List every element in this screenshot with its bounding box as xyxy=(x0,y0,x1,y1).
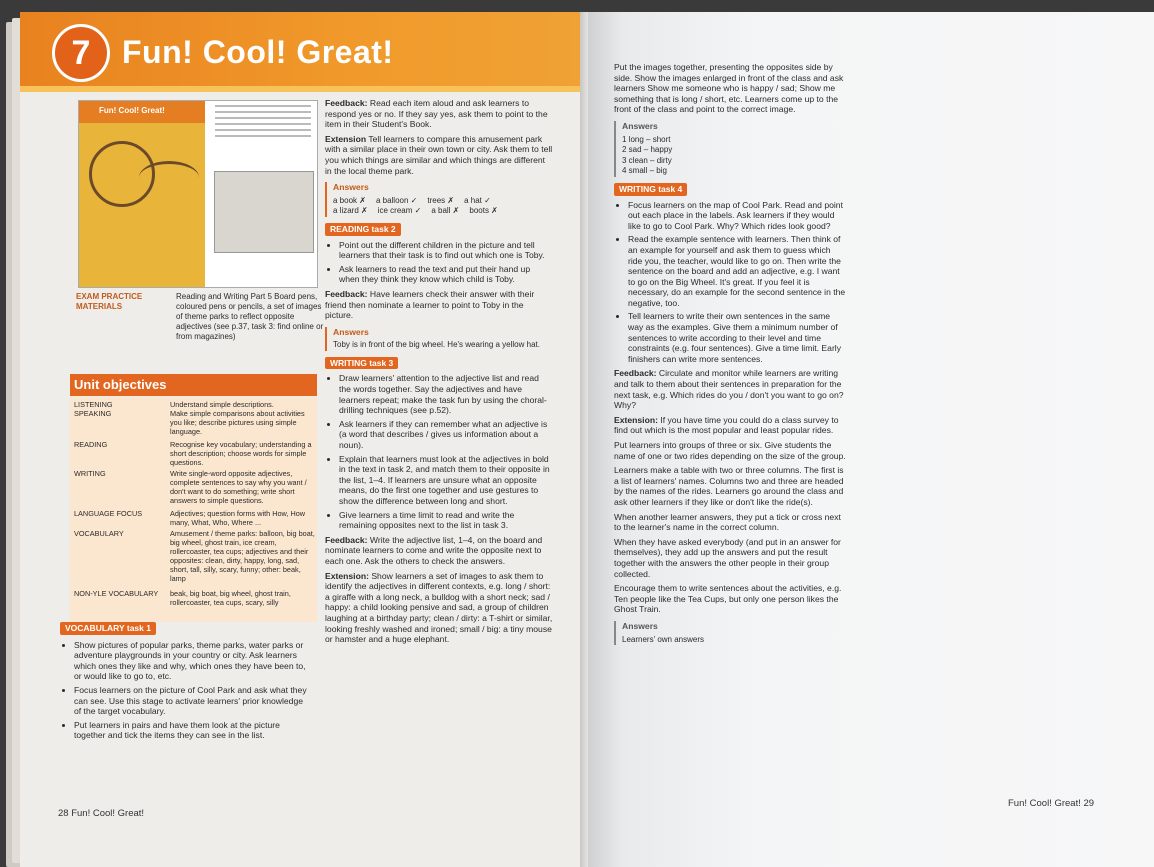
objective-key: READING xyxy=(74,440,108,449)
unit-number-badge: 7 xyxy=(52,24,110,82)
right-column xyxy=(614,62,846,651)
answer-text: Learners' own answers xyxy=(622,634,705,644)
extension-text: If you have time you could do a class survey to find out which is the most popular and least popular rides. xyxy=(614,414,839,436)
list-item: • Show pictures of popular parks, theme parks, water parks or adventure playgrounds in your country or city. Ask learners which ones they like and why, which ones they have been to, or would like to go to, etc. xyxy=(74,640,310,682)
paragraph: Encourage them to write sentences about the activities, e.g. Ten people like the Tea Cups, but only one person likes the Ghost Train. xyxy=(614,583,842,615)
rollercoaster-icon xyxy=(139,161,199,194)
list-item: • Focus learners on the map of Cool Park. Read and point out each place in the labels. Ask learners if they would like to go to Cool Park. Why? Which rides look good? xyxy=(628,200,846,232)
answers-box xyxy=(325,182,553,217)
extension-text: Show learners a set of images to ask them to identify the adjectives in different contexts, e.g. long / short: a giraffe with a long neck, a bulldog with a short neck; sad / happy: a child looking pensive and sad, a group of children laughing at a birthday party; clean / dirty: a T-shirt or similar, looking freshly washed and ironed; small / big: a tiny mouse or hamster and a huge elephant. xyxy=(325,570,553,645)
list-item: • Ask learners if they can remember what an adjective is (a word that describes / gives us information about a noun). xyxy=(339,419,553,451)
student-book-thumbnail xyxy=(78,100,318,288)
extension-label: Extension xyxy=(325,133,367,144)
answers-box xyxy=(325,327,553,351)
left-column xyxy=(60,622,310,745)
objective-key: WRITING xyxy=(74,469,106,478)
feedback-text: Have learners check their answer with their friend then nominate a learner to point to Toby in the picture. xyxy=(325,288,535,321)
objective-key: SPEAKING xyxy=(74,409,112,418)
list-item: • Put learners in pairs and have them look at the picture together and tick the items they can see in the list. xyxy=(74,720,310,741)
list-item: • Tell learners to write their own sentences in the same way as the examples. Give them a minimum number of sentences to write according to their level and time constraints (e.g. four sentences). Give a time limit. Early finishers can write more sentences. xyxy=(628,311,846,364)
exam-practice-text: Reading and Writing Part 5 Board pens, coloured pens or pencils, a set of images of theme parks to reflect opposite adjectives (see p.37, task 3: find online or from magazines) xyxy=(176,292,324,341)
unit-title: Fun! Cool! Great! xyxy=(122,34,394,70)
answers-box xyxy=(614,121,846,177)
intro-text: Put the images together, presenting the opposites side by side. Show the images enlarged in front of the class and ask learners Show me someone who is happy / sad; Show me something that is long / short, etc. Learners come up to the front of the class and point to the correct image. xyxy=(614,62,844,115)
answer-item: a balloon ✓ xyxy=(375,195,418,205)
cool-park-map-icon xyxy=(214,171,314,253)
answers-title: Answers xyxy=(622,620,658,631)
writing-task-tag: WRITING task 3 xyxy=(325,357,398,370)
objective-key: VOCABULARY xyxy=(74,529,124,538)
page-footer-left: 28 Fun! Cool! Great! xyxy=(58,808,145,819)
feedback-text: Circulate and monitor while learners are writing and talk to them about their sentences in preparation for the next task, e.g. Which rides do you / don't you want to go on? Why? xyxy=(614,368,844,411)
list-item: • Focus learners on the picture of Cool Park and ask what they can see. Use this stage to activate learners' prior knowledge of the target vocabulary. xyxy=(74,685,310,717)
answer-item: 4 small – big xyxy=(622,166,667,176)
list-item: • Ask learners to read the text and put their hand up when they think they know which child is Toby. xyxy=(339,264,553,285)
objective-key: NON-YLE VOCABULARY xyxy=(74,589,159,598)
objective-key: LISTENING xyxy=(74,400,113,409)
objective-value: Recognise key vocabulary; understanding a short description; choose words for simple questions. xyxy=(170,440,312,467)
answer-item: trees ✗ xyxy=(427,195,455,205)
extension-label: Extension: xyxy=(614,414,658,425)
extension-label: Extension: xyxy=(325,570,369,581)
objective-value: beak, big boat, big wheel, ghost train, rollercoaster, tea cups, scary, silly xyxy=(170,589,291,607)
list-item: • Explain that learners must look at the adjectives in bold in the text in task 2, and match them to their opposite in the list, 1–4. If learners are unsure what an opposite means, do the first one together and use gestures to show the difference between long and short. xyxy=(339,454,553,507)
thumbnail-title: Fun! Cool! Great! xyxy=(99,106,165,115)
feedback-label: Feedback: xyxy=(325,98,368,108)
feedback-label: Feedback: xyxy=(325,534,368,545)
answer-item: 3 clean – dirty xyxy=(622,155,672,165)
objective-value: Understand simple descriptions. xyxy=(170,400,274,409)
answer-item: a ball ✗ xyxy=(431,206,460,216)
cool-park-illustration xyxy=(79,101,205,287)
list-item: • Draw learners' attention to the adjective list and read the words together. Say the adjectives and have learners repeat; make the task fun by using the choral-drilling techniques (see p.52). xyxy=(339,373,553,415)
feedback-label: Feedback: xyxy=(614,368,657,379)
answer-item: a hat ✓ xyxy=(464,195,491,205)
answer-item: a lizard ✗ xyxy=(333,206,368,216)
answers-box xyxy=(614,621,846,645)
list-item: • Give learners a time limit to read and write the remaining opposites next to the list in task 3. xyxy=(339,510,553,531)
unit-header xyxy=(20,12,588,92)
paragraph: Learners make a table with two or three columns. The first is a list of learners' names. Columns two and three are headed by the names of the rides. Learners go around the class and ask other learners if they like or don't like the ride(s). xyxy=(614,465,844,507)
paragraph: Put learners into groups of three or six. Give students the name of one or two rides depending on the size of the group. xyxy=(614,440,846,461)
objective-key: LANGUAGE FOCUS xyxy=(74,509,143,518)
objective-value: Adjectives; question forms with How, How many, What, Who, Where ... xyxy=(170,509,306,527)
middle-column xyxy=(325,98,553,649)
paragraph: When another learner answers, they put a tick or cross next to the learner's name in the correct column. xyxy=(614,511,841,533)
extension-text: Tell learners to compare this amusement park with a similar place in their own town or city. Ask them to tell you which things are similar and which things are different in the local theme park. xyxy=(325,133,553,176)
answer-text: Toby is in front of the big wheel. He's wearing a yellow hat. xyxy=(333,340,540,350)
answers-title: Answers xyxy=(333,182,369,193)
reading-task-tag: READING task 2 xyxy=(325,223,401,236)
answer-item: 1 long – short xyxy=(622,134,671,144)
feedback-label: Feedback: xyxy=(325,288,368,299)
left-page xyxy=(20,12,588,867)
unit-objectives-table xyxy=(70,397,317,622)
objective-value: Write single-word opposite adjectives, complete sentences to say why you want / don't want to do something; write short answers to simple questions. xyxy=(170,469,307,505)
paragraph: When they have asked everybody (and put in an answer for themselves), they add up the answers and put the result together with the answers the other people in their group collected. xyxy=(614,536,841,579)
answer-item: 2 sad – happy xyxy=(622,145,673,155)
vocabulary-task-tag: VOCABULARY task 1 xyxy=(60,622,156,635)
page-footer-right: Fun! Cool! Great! 29 xyxy=(1008,798,1095,809)
list-item: • Point out the different children in the picture and tell learners that their task is to find out which one is Toby. xyxy=(339,240,553,261)
answer-item: boots ✗ xyxy=(469,206,498,216)
answer-item: ice cream ✓ xyxy=(377,206,422,216)
feedback-text: Read each item aloud and ask learners to respond yes or no. If they say yes, ask them to point to the item in their Student's Book. xyxy=(325,98,548,130)
exam-practice-label: EXAM PRACTICE MATERIALS xyxy=(76,292,143,311)
objective-value: Amusement / theme parks: balloon, big boat, big wheel, ghost train, ice cream, rollercoaster, tea cups; adjectives and their opposites: clean, dirty, happy, long, sad, short, tall, silly, scary, funny; other: beak, lamp xyxy=(170,529,315,583)
objective-value: Make simple comparisons about activities you like; describe pictures using simple language. xyxy=(170,409,305,436)
feedback-text: Write the adjective list, 1–4, on the board and nominate learners to come and write the opposite next to each one. Ask the others to check the answers. xyxy=(325,534,543,566)
right-page xyxy=(588,12,1154,867)
answers-title: Answers xyxy=(622,120,658,131)
unit-objectives-heading: Unit objectives xyxy=(70,374,317,396)
answer-item: a book ✗ xyxy=(333,195,366,205)
answers-title: Answers xyxy=(333,326,369,337)
writing-task-4-tag: WRITING task 4 xyxy=(614,183,687,196)
list-item: • Read the example sentence with learners. Then think of an example for yourself and ask them to guess which ride you, the teacher, would like to go on. Then write the sentence on the board and add an adjective, e.g. I want to go on the Big Wheel. It's great. If you feel it is necessary, do an example for the second sentence in the negative, too. xyxy=(628,234,846,308)
